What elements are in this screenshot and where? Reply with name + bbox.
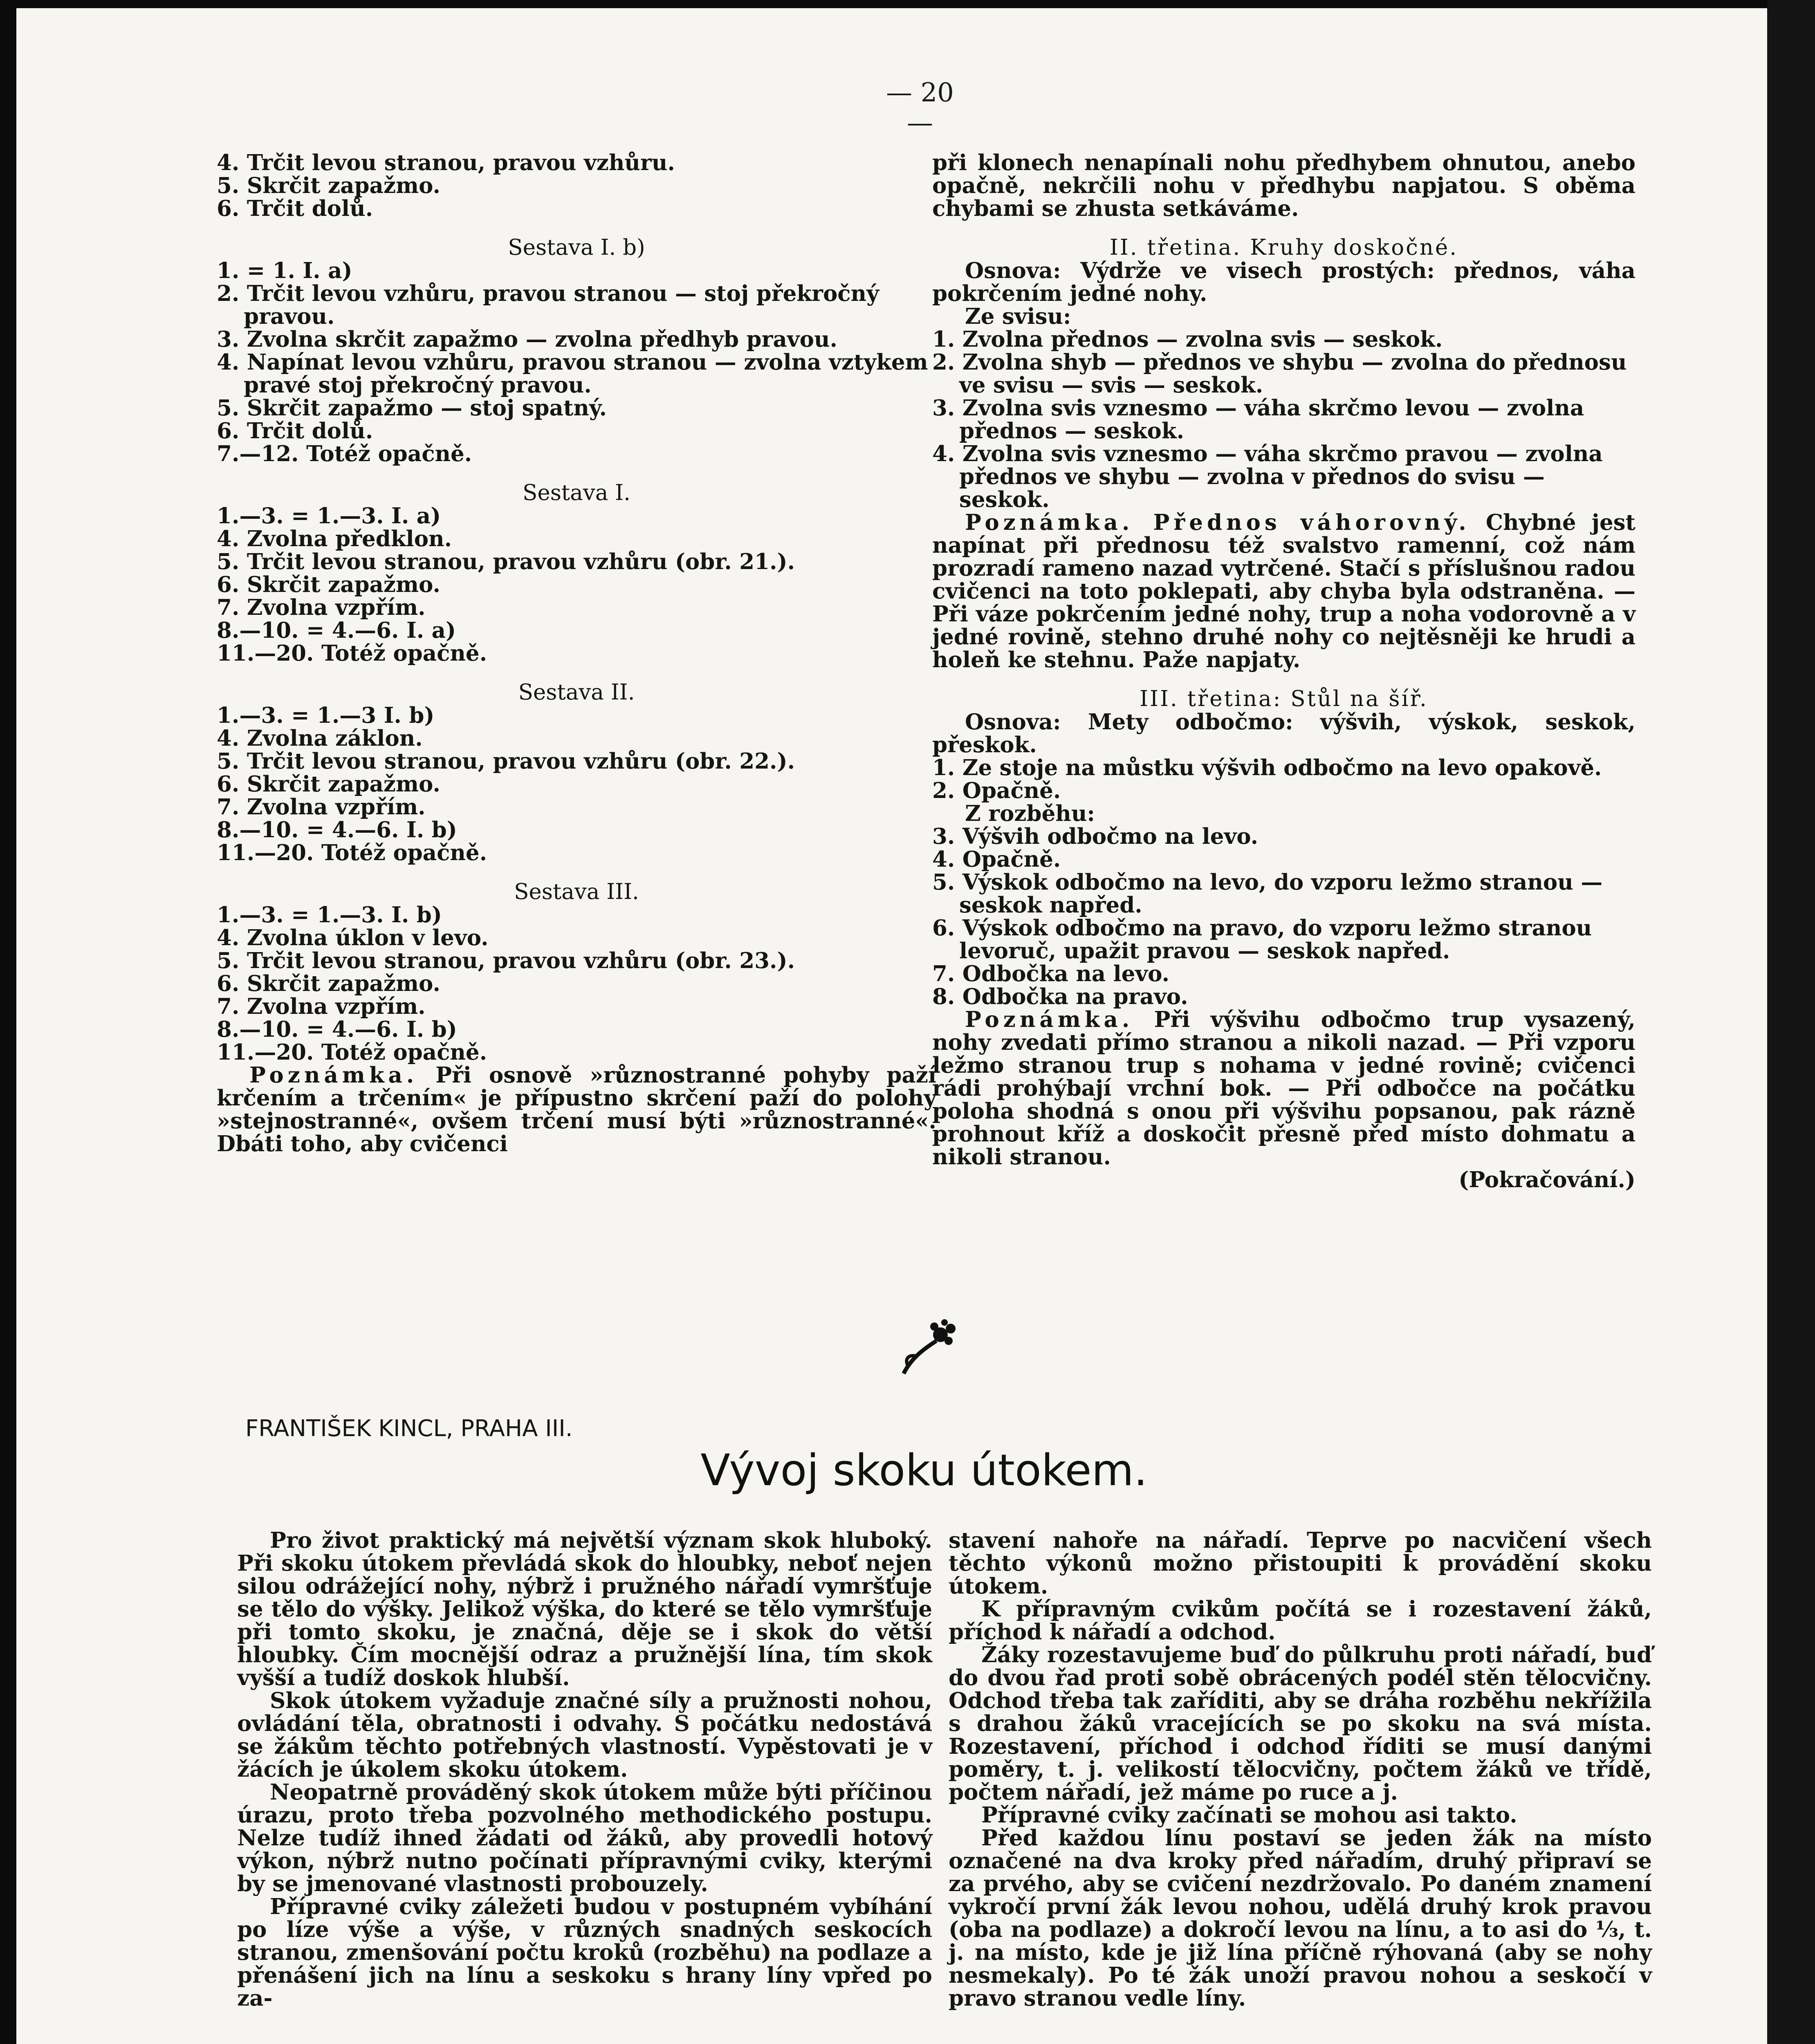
list-item: 3. Zvolna svis vznesmo — váha skrčmo levou — zvolna přednos — seskok. xyxy=(932,395,1584,444)
list-item: 1.—3. = 1.—3. I. b) xyxy=(217,902,442,928)
list-item: 5. Skrčit zapažmo — stoj spatný. xyxy=(217,395,607,421)
list-item: 1. = 1. I. a) xyxy=(217,258,352,283)
list-item: 2. Zvolna shyb — přednos ve shybu — zvolna do přednosu ve svisu — svis — seskok. xyxy=(932,350,1627,398)
exercise-list-iii-a xyxy=(932,756,1636,802)
list-item: 11.—20. Totéž opačně. xyxy=(217,641,487,666)
list-item: 4. Trčit levou stranou, pravou vzhůru. xyxy=(217,150,675,175)
list-item: 5. Trčit levou stranou, pravou vzhůru (obr. 23.). xyxy=(217,948,795,973)
exercise-list-iii-b xyxy=(932,825,1636,1008)
exercise-list-a xyxy=(217,151,936,220)
flower-ornament-icon xyxy=(895,1316,961,1378)
exercise-list-i xyxy=(217,504,936,665)
list-item: 5. Výskok odbočmo na levo, do vzporu ležmo stranou — seskok napřed. xyxy=(932,870,1603,918)
list-item: 11.—20. Totéž opačně. xyxy=(217,840,487,865)
section-heading: Sestava III. xyxy=(514,879,639,904)
article-paragraph: K přípravným cvikům počítá se i rozestavení žáků, příchod k nářadí a odchod. xyxy=(949,1596,1652,1645)
article-author: FRANTIŠEK KINCL, PRAHA III. xyxy=(245,1415,573,1442)
list-item: 7.—12. Totéž opačně. xyxy=(217,441,472,466)
list-item: 1. Ze stoje na můstku výšvih odbočmo na levo opakově. xyxy=(932,755,1602,780)
continued-note: (Pokračování.) xyxy=(1458,1167,1636,1192)
exercise-list-ib xyxy=(217,259,936,465)
note-text: Chybné jest napínat při přednosu též svalstvo ramenní, což nám prozradí rameno nazad vytrčené. Stačí s příslušnou radou cvičenci na toto poklepati, aby chyba byla odstraněna. — Při váze pokrčením jedné nohy, trup a noha vodorovně a v jedné rovině, stehno druhé nohy co nejtěsněji ke hrudi a holeň ke stehnu. Paže napjaty. xyxy=(932,510,1636,672)
section-heading: Sestava I. xyxy=(523,480,630,505)
list-item: 5. Trčit levou stranou, pravou vzhůru (obr. 21.). xyxy=(217,549,795,574)
section-heading: III. třetina: Stůl na šíř. xyxy=(1140,686,1428,711)
list-item: 6. Skrčit zapažmo. xyxy=(217,771,440,797)
list-item: 2. Opačně. xyxy=(932,778,1061,803)
note-text: Při výšvihu odbočmo trup vysazený, nohy zvedati přímo stranou a nikoli nazad. — Při vzporu ležmo stranou trup s nohama v jedné rovině; cvičenci rádi prohýbají vrchní bok. — Při odbočce na počátku poloha shodná s onou při výšvihu popsanou, pak rázně prohnout kříž a doskočit přesně před místo dohmatu a nikoli stranou. xyxy=(932,1007,1636,1170)
section-heading: Sestava II. xyxy=(518,680,635,705)
article-paragraph: stavení nahoře na nářadí. Teprve po nacvičení všech těchto výkonů možno přistoupiti k provádění skoku útokem. xyxy=(949,1528,1652,1599)
list-item: 1.—3. = 1.—3 I. b) xyxy=(217,703,435,728)
list-item: 4. Zvolna úklon v levo. xyxy=(217,925,489,950)
list-item: 6. Trčit dolů. xyxy=(217,196,373,221)
note-label: Poznámka. xyxy=(965,1007,1134,1032)
page-number: — 20 — xyxy=(886,78,954,138)
list-item: 3. Výšvih odbočmo na levo. xyxy=(932,824,1259,849)
list-item: 5. Trčit levou stranou, pravou vzhůru (obr. 22.). xyxy=(217,749,795,774)
note-paragraph xyxy=(217,1064,936,1155)
scan-border xyxy=(1767,0,1815,2044)
paragraph: při klonech nenapínali nohu předhybem ohnutou, anebo opačně, nekrčili nohu v předhybu napjatou. S oběma chybami se zhusta setkáváme. xyxy=(932,150,1636,221)
paragraph: Osnova: Mety odbočmo: výšvih, výskok, seskok, přeskok. xyxy=(932,709,1636,758)
list-item: 7. Zvolna vzpřím. xyxy=(217,595,426,620)
subheading: Z rozběhu: xyxy=(965,801,1095,826)
list-item: 7. Zvolna vzpřím. xyxy=(217,994,426,1019)
article-paragraph: Pro život praktický má největší význam skok hluboký. Při skoku útokem převládá skok do hloubky, neboť nejen silou odrážející nohy, nýbrž i pružného nářadí vymršťuje se tělo do výšky. Jelikož výška, do které se tělo vymršťuje při tomto skoku, je značná, děje se i skok do větší hloubky. Čím mocnější odraz a pružnější lína, tím skok vyšší a tudíž doskok hlubší. xyxy=(237,1528,932,1690)
left-top-column xyxy=(217,151,936,1155)
list-item: 4. Opačně. xyxy=(932,847,1061,872)
article-paragraph: Skok útokem vyžaduje značné síly a pružnosti nohou, ovládání těla, obratnosti i odvahy. S počátku nedostává se žákům těchto potřebných vlastností. Vypěstovati je v žácích je úkolem skoku útokem. xyxy=(237,1688,932,1782)
note-label: Poznámka. xyxy=(249,1062,418,1088)
list-item: 8.—10. = 4.—6. I. b) xyxy=(217,1017,457,1042)
article-right-column xyxy=(949,1529,1652,2010)
list-item: 7. Zvolna vzpřím. xyxy=(217,794,426,820)
list-item: 4. Zvolna záklon. xyxy=(217,726,423,751)
page xyxy=(16,8,1767,2044)
list-item: 6. Skrčit zapažmo. xyxy=(217,971,440,996)
list-item: 2. Trčit levou vzhůru, pravou stranou — stoj překročný pravou. xyxy=(217,281,879,329)
subheading: Ze svisu: xyxy=(965,304,1071,329)
list-item: 6. Trčit dolů. xyxy=(217,418,373,444)
list-item: 1.—3. = 1.—3. I. a) xyxy=(217,503,441,529)
note-text: Při osnově »různostranné pohyby paží krčením a trčením« je přípustno skrčení paží do polohy »stejnostranné«, ovšem trčení musí býti »různostranné«. Dbáti toho, aby cvičenci xyxy=(217,1062,936,1156)
list-item: 7. Odbočka na levo. xyxy=(932,961,1170,986)
list-item: 5. Skrčit zapažmo. xyxy=(217,173,440,198)
list-item: 11.—20. Totéž opačně. xyxy=(217,1040,487,1065)
exercise-list-iii xyxy=(217,903,936,1064)
list-item: 8. Odbočka na pravo. xyxy=(932,984,1188,1009)
article-paragraph: Přípravné cviky záležeti budou v postupném vybíhání po líze výše a výše, v různých snadných seskocích stranou, zmenšování počtu kroků (rozběhu) na podlaze a přenášení jich na línu a seskoku s hrany líny vpřed po za- xyxy=(237,1894,932,2011)
article-paragraph: Žáky rozestavujeme buď do půlkruhu proti nářadí, buď do dvou řad proti sobě obrácených podél stěn tělocvičny. Odchod třeba tak zaříditi, aby se dráha rozběhu nekřížila s drahou žáků vracejících se po skoku na svá místa. Rozestavení, příchod i odchod říditi se musí danými poměry, t. j. velikostí tělocvičny, počtem žáků ve třídě, počtem nářadí, jež máme po ruce a j. xyxy=(949,1642,1652,1805)
exercise-list-ii xyxy=(217,704,936,864)
list-item: 3. Zvolna skrčit zapažmo — zvolna předhyb pravou. xyxy=(217,327,837,352)
list-item: 4. Zvolna předklon. xyxy=(217,526,452,551)
article-paragraph: Neopatrně prováděný skok útokem může býti příčinou úrazu, proto třeba pozvolného methodického postupu. Nelze tudíž ihned žádati od žáků, aby provedli hotový výkon, nýbrž nutno počínati přípravnými cviky, kterými by se jmenované vlastnosti probouzely. xyxy=(237,1780,932,1896)
right-top-column xyxy=(932,151,1636,1191)
section-heading: II. třetina. Kruhy doskočné. xyxy=(1109,235,1458,260)
list-item: 8.—10. = 4.—6. I. a) xyxy=(217,618,456,643)
article-title: Vývoj skoku útokem. xyxy=(700,1445,1148,1495)
list-item: 6. Výskok odbočmo na pravo, do vzporu ležmo stranou levoruč, upažit pravou — seskok napřed. xyxy=(932,915,1592,964)
note-paragraph xyxy=(932,511,1636,671)
article-paragraph: Přípravné cviky začínati se mohou asi takto. xyxy=(981,1802,1517,1828)
section-heading: Sestava I. b) xyxy=(508,235,645,260)
article-left-column xyxy=(237,1529,932,2010)
list-item: 4. Zvolna svis vznesmo — váha skrčmo pravou — zvolna přednos ve shybu — zvolna v přednos do svisu — seskok. xyxy=(932,441,1603,512)
list-item: 4. Napínat levou vzhůru, pravou stranou — zvolna vztykem pravé stoj překročný pravou. xyxy=(217,350,928,398)
list-item: 6. Skrčit zapažmo. xyxy=(217,572,440,597)
exercise-list-ii-rings xyxy=(932,328,1636,511)
article-paragraph: Před každou línu postaví se jeden žák na místo označené na dva kroky před nářadím, druhý připraví se za prvého, aby se cvičení nezdržovalo. Po daném znamení vykročí první žák levou nohou, udělá druhý krok pravou (oba na podlaze) a dokročí levou na línu, a to asi do ⅓, t. j. na místo, kde je již lína příčně rýhovaná (aby se nohy nesmekaly). Po té žák unoží pravou nohou a seskočí v pravo stranou vedle líny. xyxy=(949,1825,1652,2011)
note-paragraph xyxy=(932,1008,1636,1168)
paragraph: Osnova: Výdrže ve visech prostých: přednos, váha pokrčením jedné nohy. xyxy=(932,258,1636,306)
list-item: 8.—10. = 4.—6. I. b) xyxy=(217,817,457,843)
note-label: Poznámka. Přednos váhorovný. xyxy=(965,510,1470,535)
list-item: 1. Zvolna přednos — zvolna svis — seskok. xyxy=(932,327,1443,352)
